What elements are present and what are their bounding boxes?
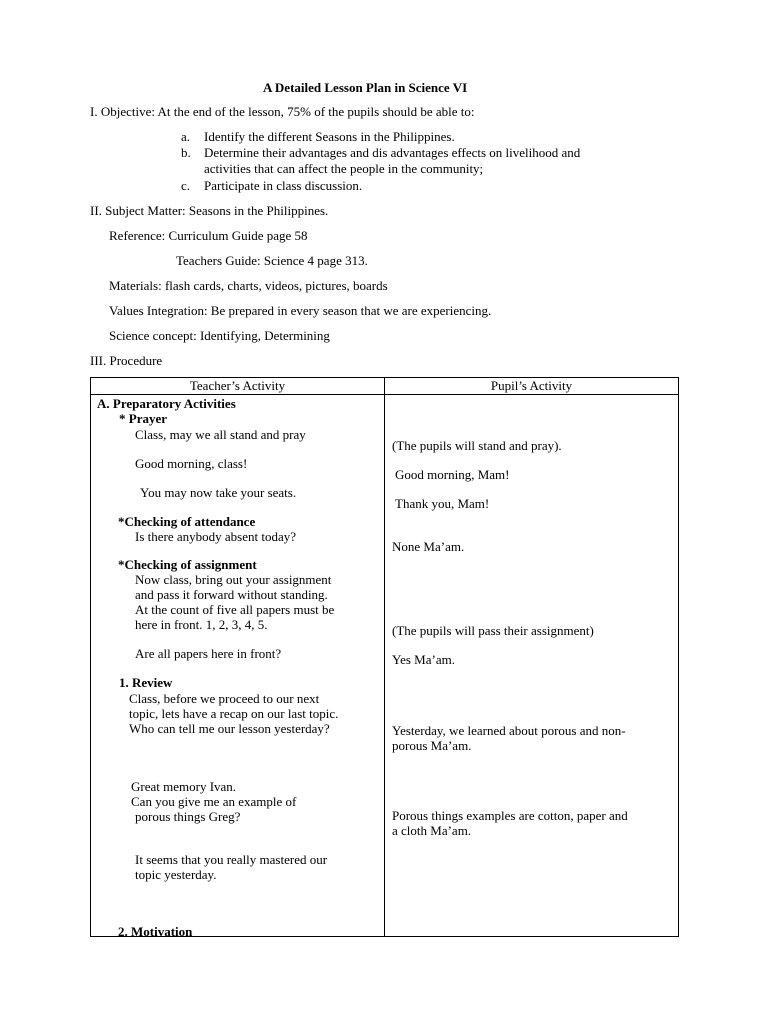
concept-line: Science concept: Identifying, Determining	[109, 328, 330, 343]
materials-line: Materials: flash cards, charts, videos, pictures, boards	[109, 278, 388, 293]
assignment-heading: *Checking of assignment	[118, 557, 257, 572]
objective-item-b-cont: activities that can affect the people in the community;	[204, 161, 484, 176]
pupil-response-1: (The pupils will stand and pray).	[392, 438, 562, 453]
objective-marker-b: b.	[181, 145, 191, 160]
teacher-activity-header: Teacher’s Activity	[91, 378, 385, 395]
pupil-response-7: Yesterday, we learned about porous and non-	[392, 723, 626, 738]
table-header-row	[91, 378, 679, 395]
prayer-line-1: Class, may we all stand and pray	[135, 427, 306, 442]
document-title: A Detailed Lesson Plan in Science VI	[263, 80, 468, 95]
review-line-2: topic, lets have a recap on our last topic.	[129, 706, 339, 721]
pupil-response-8: Porous things examples are cotton, paper and	[392, 808, 628, 823]
pupil-activity-header: Pupil’s Activity	[385, 378, 679, 395]
review-line-5: Can you give me an example of	[131, 794, 297, 809]
review-heading: 1. Review	[119, 675, 173, 690]
prayer-line-2: Good morning, class!	[135, 456, 248, 471]
pupil-activity-cell	[385, 395, 679, 937]
pupil-response-7-cont: porous Ma’am.	[392, 738, 472, 753]
assignment-line-5: Are all papers here in front?	[135, 646, 282, 661]
objective-item-b: Determine their advantages and dis advantages effects on livelihood and	[204, 145, 581, 160]
pupil-response-4: None Ma’am.	[392, 539, 465, 554]
pupil-response-8-cont: a cloth Ma’am.	[392, 823, 472, 838]
teachers-guide-line: Teachers Guide: Science 4 page 313.	[176, 253, 368, 268]
motivation-heading: 2. Motivation	[118, 924, 193, 939]
review-line-7: It seems that you really mastered our	[135, 852, 328, 867]
objective-item-a: Identify the different Seasons in the Philippines.	[204, 129, 455, 144]
objective-marker-a: a.	[181, 129, 191, 144]
teacher-activity-cell	[91, 395, 385, 937]
values-line: Values Integration: Be prepared in every season that we are experiencing.	[109, 303, 492, 318]
assignment-line-3: At the count of five all papers must be	[135, 602, 335, 617]
procedure-table	[90, 377, 679, 937]
assignment-line-2: and pass it forward without standing.	[135, 587, 328, 602]
pupil-response-3: Thank you, Mam!	[395, 496, 490, 511]
objective-label: I. Objective: At the end of the lesson, 75% of the pupils should be able to:	[90, 104, 475, 119]
objective-marker-c: c.	[181, 178, 191, 193]
table-row	[91, 395, 679, 937]
review-line-4: Great memory Ivan.	[131, 779, 237, 794]
review-line-3: Who can tell me our lesson yesterday?	[129, 721, 330, 736]
review-line-8: topic yesterday.	[135, 867, 217, 882]
review-line-1: Class, before we proceed to our next	[129, 691, 320, 706]
pupil-response-6: Yes Ma’am.	[392, 652, 455, 667]
procedure-label: III. Procedure	[90, 353, 163, 368]
pupil-response-5: (The pupils will pass their assignment)	[392, 623, 594, 638]
preparatory-activities-heading: A. Preparatory Activities	[97, 396, 236, 411]
objective-item-c: Participate in class discussion.	[204, 178, 363, 193]
attendance-heading: *Checking of attendance	[118, 514, 256, 529]
prayer-line-3: You may now take your seats.	[140, 485, 297, 500]
reference-line: Reference: Curriculum Guide page 58	[109, 228, 308, 243]
assignment-line-4: here in front. 1, 2, 3, 4, 5.	[135, 617, 268, 632]
subject-matter-label: II. Subject Matter: Seasons in the Philippines.	[90, 203, 329, 218]
attendance-line-1: Is there anybody absent today?	[135, 529, 297, 544]
assignment-line-1: Now class, bring out your assignment	[135, 572, 332, 587]
prayer-heading: * Prayer	[119, 411, 168, 426]
review-line-6: porous things Greg?	[135, 809, 241, 824]
pupil-response-2: Good morning, Mam!	[395, 467, 510, 482]
